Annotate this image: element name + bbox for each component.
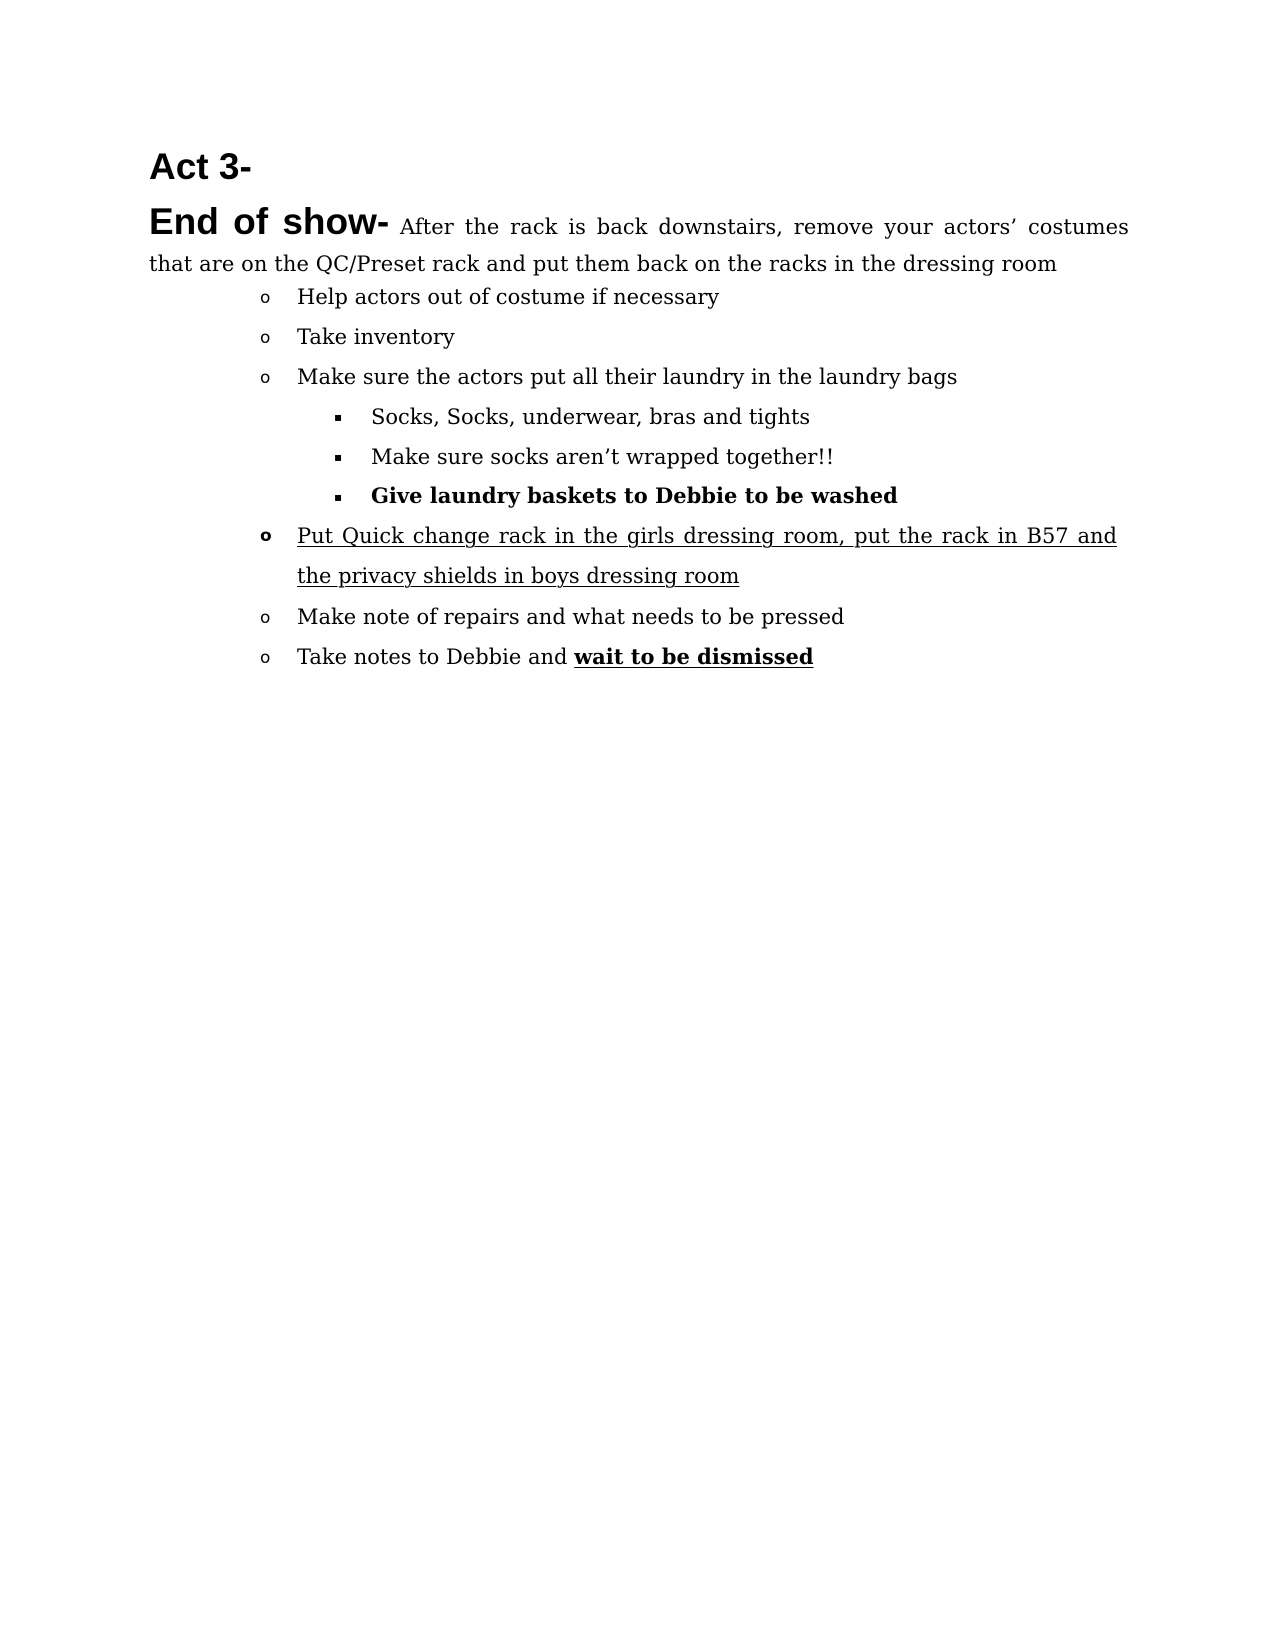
hollow-bullet-icon: o <box>260 526 272 546</box>
end-of-show-intro: After the rack is back downstairs, remove your actors’ costumes that are on the QC/Preset rack and put them back on the racks in the dressing room <box>149 215 1130 276</box>
square-bullet-icon: ▪ <box>334 450 343 464</box>
square-bullet-icon: ▪ <box>334 410 343 424</box>
emphasis-text: wait to be dismissed <box>574 644 814 669</box>
act-heading: Act 3- <box>149 146 252 187</box>
list-item: Make note of repairs and what needs to be pressed <box>297 605 845 629</box>
end-of-show-paragraph <box>149 203 1129 283</box>
hollow-bullet-icon: o <box>260 288 271 308</box>
hollow-bullet-icon: o <box>260 648 271 668</box>
hollow-bullet-icon: o <box>260 608 271 628</box>
list-item-text: Take notes to Debbie and <box>297 645 575 669</box>
list-item: Help actors out of costume if necessary <box>297 285 720 309</box>
list-item: Make sure the actors put all their laundry in the laundry bags <box>297 365 958 389</box>
list-item: Put Quick change rack in the girls dressing room, put the rack in B57 and the privacy shields in boys dressing room <box>297 524 1117 588</box>
sub-list-item: Make sure socks aren’t wrapped together!! <box>371 445 835 469</box>
hollow-bullet-icon: o <box>260 328 271 348</box>
hollow-bullet-icon: o <box>260 368 271 388</box>
list-item: Take inventory <box>297 325 455 349</box>
sub-list-item: Give laundry baskets to Debbie to be washed <box>371 483 898 508</box>
list-item <box>297 637 814 677</box>
sub-list-item: Socks, Socks, underwear, bras and tights <box>371 405 811 429</box>
square-bullet-icon: ▪ <box>334 490 343 504</box>
end-of-show-heading: End of show- <box>149 201 390 242</box>
